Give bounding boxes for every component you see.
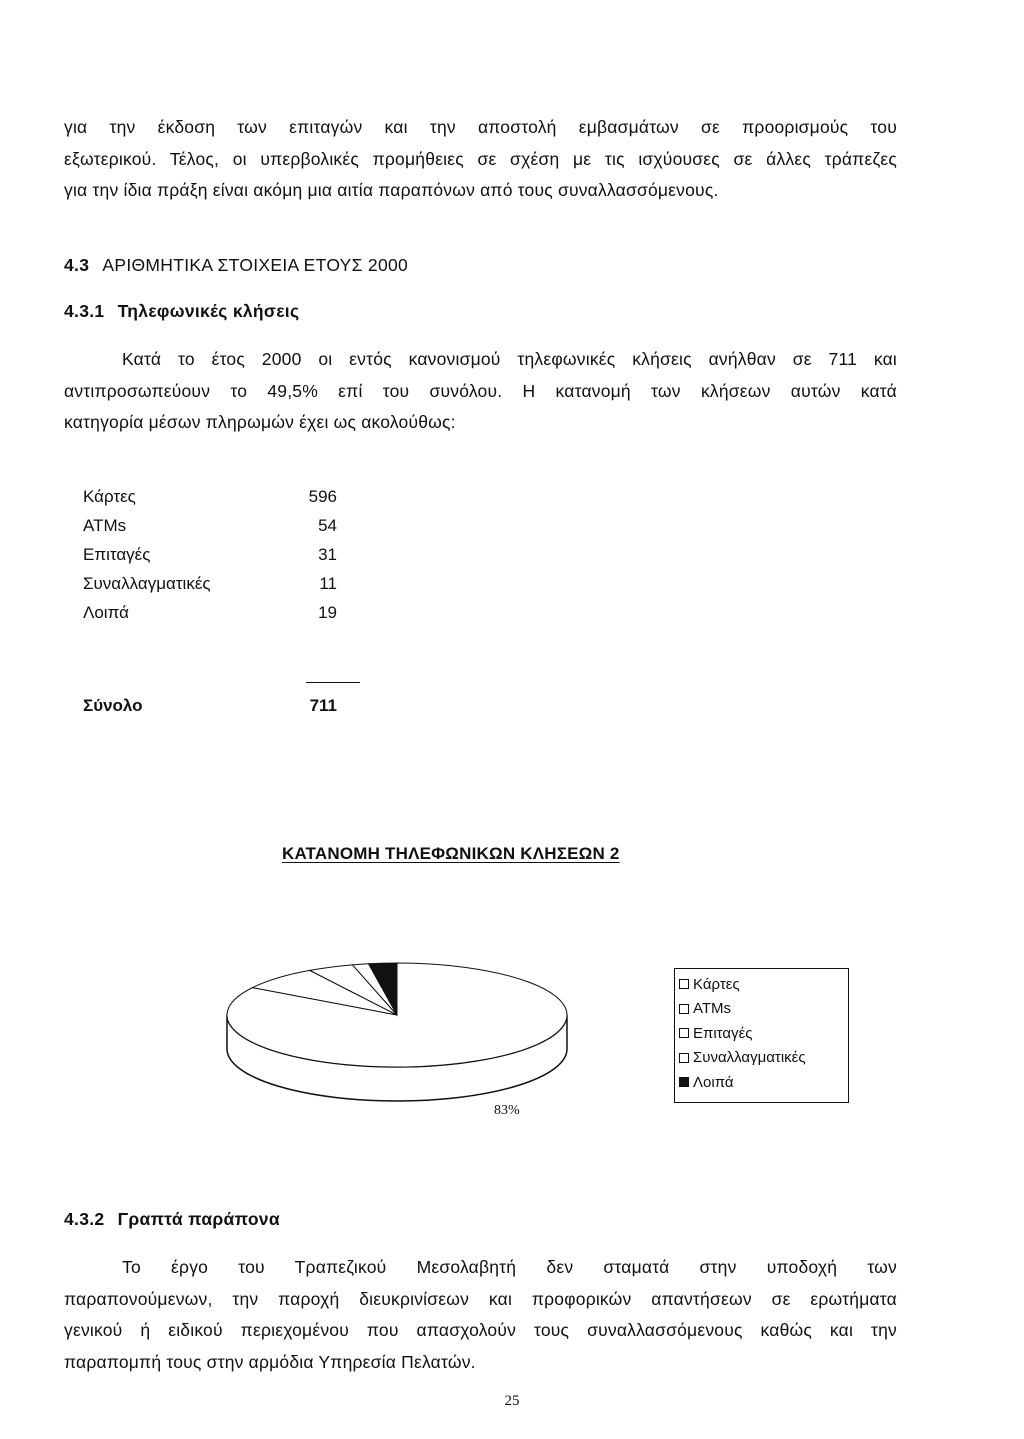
text-line: για την ίδια πράξη είναι ακόμη μια αιτία παραπόνων από τους συναλλασσόμενους. bbox=[64, 180, 719, 200]
subsection-heading bbox=[64, 1209, 280, 1230]
row-label: Επιταγές bbox=[83, 545, 151, 564]
legend-swatch bbox=[679, 979, 689, 989]
text-line: Το έργο του Τραπεζικού Μεσολαβητή δεν σταματά στην υποδοχή των bbox=[122, 1257, 897, 1277]
legend-label: Λοιπά bbox=[693, 1073, 734, 1091]
legend-swatch bbox=[679, 1077, 689, 1087]
row-value: 11 bbox=[319, 574, 337, 593]
row-label: ATMs bbox=[83, 516, 127, 535]
table-row bbox=[83, 545, 383, 574]
subsection-number: 4.3.2 bbox=[64, 1209, 105, 1229]
legend-item bbox=[679, 1070, 848, 1095]
total-value: 711 bbox=[309, 696, 337, 715]
text-line: για την έκδοση των επιταγών και την αποστολή εμβασμάτων σε προορισμούς του bbox=[64, 117, 897, 137]
subsection-heading bbox=[64, 301, 299, 322]
subsection-number: 4.3.1 bbox=[64, 301, 105, 321]
legend-item bbox=[679, 1046, 848, 1071]
row-value: 596 bbox=[308, 487, 337, 506]
text-line: κατηγορία μέσων πληρωμών έχει ως ακολούθως: bbox=[64, 412, 456, 432]
legend-swatch bbox=[679, 1004, 689, 1014]
row-value: 19 bbox=[318, 603, 337, 622]
row-label: Κάρτες bbox=[83, 487, 136, 506]
legend-label: Συναλλαγματικές bbox=[693, 1049, 806, 1067]
legend-swatch bbox=[679, 1053, 689, 1063]
total-label: Σύνολο bbox=[83, 696, 143, 715]
legend-item bbox=[679, 997, 848, 1022]
pie-chart bbox=[215, 955, 595, 1105]
text-line: εξωτερικού. Τέλος, οι υπερβολικές προμήθειες σε σχέση με τις ισχύουσες σε άλλες τράπεζες bbox=[64, 148, 897, 169]
legend-label: Επιταγές bbox=[693, 1024, 753, 1042]
page-number: 25 bbox=[504, 1393, 520, 1409]
row-value: 54 bbox=[318, 516, 337, 535]
subsection-title: Τηλεφωνικές κλήσεις bbox=[117, 301, 300, 321]
chart-title: ΚΑΤΑΝΟΜΗ ΤΗΛΕΦΩΝΙΚΩΝ ΚΛΗΣΕΩΝ 2 bbox=[282, 844, 620, 863]
total-divider bbox=[306, 682, 360, 683]
section-heading bbox=[64, 255, 408, 276]
text-line: παραπονούμενων, την παροχή διευκρινίσεων και προφορικών απαντήσεων σε ερωτήματα bbox=[64, 1288, 897, 1309]
section-number: 4.3 bbox=[64, 255, 90, 275]
table-row bbox=[83, 574, 383, 603]
row-value: 31 bbox=[318, 545, 337, 564]
row-label: Συναλλαγματικές bbox=[83, 574, 211, 593]
chart-legend bbox=[674, 968, 849, 1103]
pie-data-label: 83% bbox=[494, 1103, 520, 1118]
text-line: παραπομπή τους στην αρμόδια Υπηρεσία Πελατών. bbox=[64, 1351, 476, 1372]
row-label: Λοιπά bbox=[83, 603, 129, 622]
text-line: Κατά το έτος 2000 οι εντός κανονισμού τηλεφωνικές κλήσεις ανήλθαν σε 711 και bbox=[122, 349, 897, 369]
section-title: ΑΡΙΘΜΗΤΙΚΑ ΣΤΟΙΧΕΙΑ ΕΤΟΥΣ 2000 bbox=[102, 255, 409, 275]
subsection-title: Γραπτά παράπονα bbox=[117, 1209, 280, 1229]
intro-paragraph bbox=[64, 112, 897, 207]
table-row bbox=[83, 603, 383, 632]
legend-label: Κάρτες bbox=[693, 975, 740, 993]
calls-table bbox=[83, 487, 383, 632]
legend-item bbox=[679, 972, 848, 997]
table-row bbox=[83, 516, 383, 545]
legend-swatch bbox=[679, 1028, 689, 1038]
text-line: γενικού ή ειδικού περιεχομένου που απασχολούν τους συναλλασσόμενους καθώς και την bbox=[64, 1320, 897, 1340]
table-row bbox=[83, 487, 383, 516]
text-line: αντιπροσωπεύουν το 49,5% επί του συνόλου. Η κατανομή των κλήσεων αυτών κατά bbox=[64, 380, 897, 401]
calls-paragraph bbox=[64, 344, 897, 439]
legend-item bbox=[679, 1021, 848, 1046]
complaints-paragraph bbox=[64, 1252, 897, 1378]
legend-label: ATMs bbox=[693, 1000, 732, 1018]
